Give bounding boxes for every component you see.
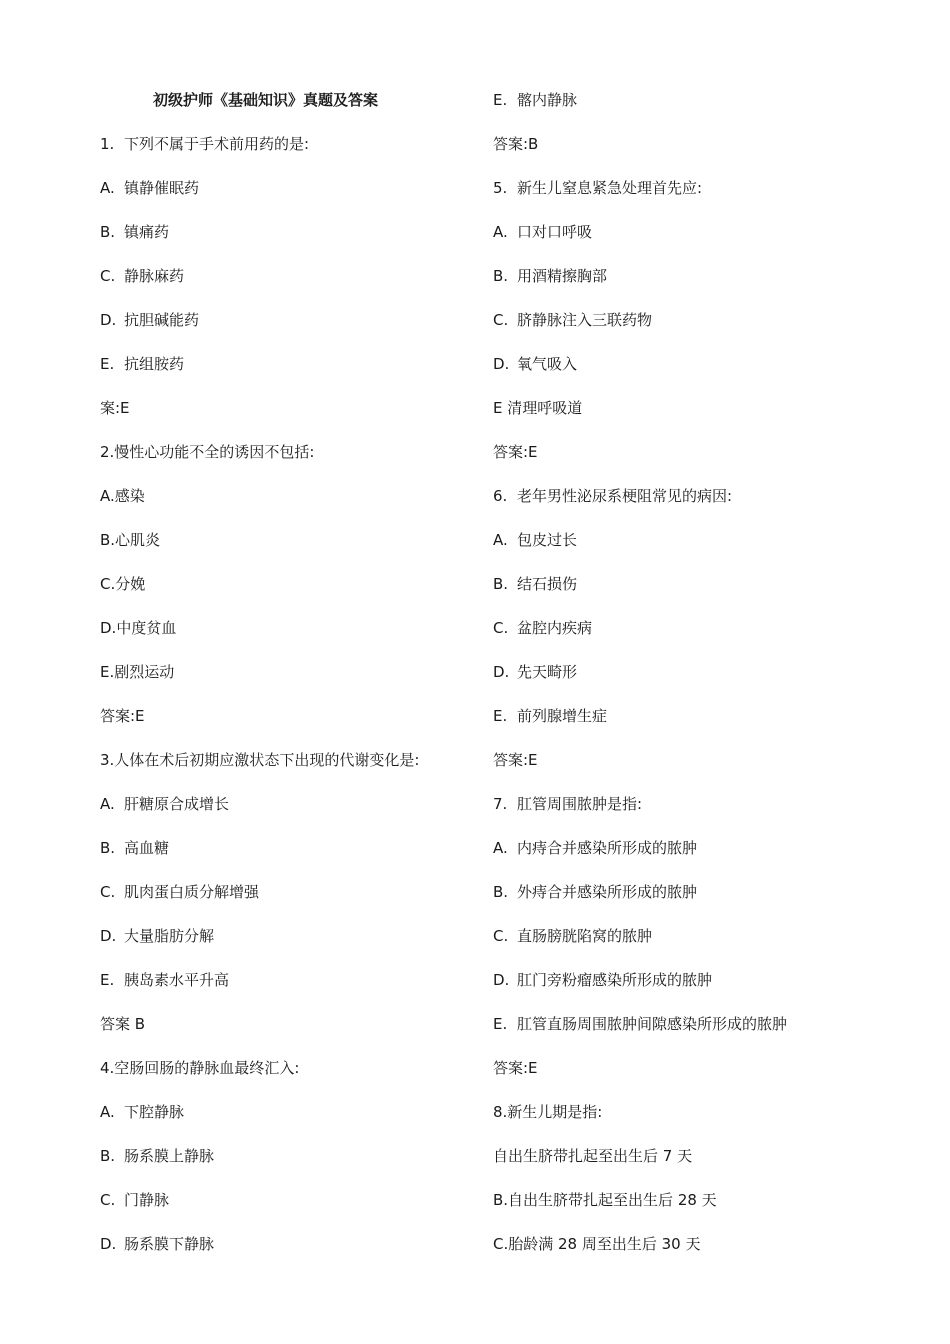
item-number: A.	[493, 223, 508, 241]
item-text: 包皮过长	[517, 531, 578, 549]
item-text: 案:E	[100, 399, 130, 417]
item-text: 外痔合并感染所形成的脓肿	[517, 883, 698, 901]
item-text: 镇痛药	[124, 223, 170, 241]
item-text: 结石损伤	[517, 575, 578, 593]
text-line	[100, 353, 480, 397]
item-number: B.	[493, 883, 509, 901]
text-line	[493, 925, 893, 969]
item-number: B.	[493, 575, 509, 593]
item-text: 4.空肠回肠的静脉血最终汇入:	[100, 1059, 300, 1077]
text-line	[493, 89, 893, 133]
item-number: C.	[100, 883, 116, 901]
item-text: B.自出生脐带扎起至出生后 28 天	[493, 1191, 717, 1209]
item-number: A.	[493, 531, 508, 549]
item-number: D.	[100, 311, 117, 329]
item-number: 5.	[493, 179, 508, 197]
item-number: B.	[100, 1147, 116, 1165]
item-text: 肝糖原合成增长	[124, 795, 230, 813]
item-text: 自出生脐带扎起至出生后 7 天	[493, 1147, 693, 1165]
item-number: E.	[493, 707, 508, 725]
text-line	[100, 617, 480, 661]
text-line	[100, 177, 480, 221]
text-line	[100, 661, 480, 705]
item-number: C.	[100, 1191, 116, 1209]
text-line	[100, 925, 480, 969]
text-line	[493, 617, 893, 661]
text-line	[493, 485, 893, 529]
item-text: 答案:E	[493, 1059, 538, 1077]
text-line	[493, 441, 893, 485]
text-line	[100, 1145, 480, 1189]
item-number: E.	[493, 1015, 508, 1033]
item-number: D.	[100, 927, 117, 945]
text-line	[100, 969, 480, 1013]
item-text: 2.慢性心功能不全的诱因不包括:	[100, 443, 315, 461]
left-column	[100, 89, 480, 1277]
item-number: B.	[100, 223, 116, 241]
item-number: D.	[493, 355, 510, 373]
text-line	[493, 1101, 893, 1145]
item-text: 盆腔内疾病	[517, 619, 593, 637]
item-text: 答案:E	[493, 751, 538, 769]
item-text: 答案:E	[100, 707, 145, 725]
item-text: 抗胆碱能药	[124, 311, 200, 329]
text-line	[100, 1013, 480, 1057]
item-text: 下列不属于手术前用药的是:	[124, 135, 310, 153]
document-title: 初级护师《基础知识》真题及答案	[153, 91, 379, 109]
text-line	[493, 837, 893, 881]
text-line	[493, 265, 893, 309]
item-text: 静脉麻药	[124, 267, 185, 285]
item-number: E.	[100, 355, 115, 373]
text-line	[100, 485, 480, 529]
text-line	[100, 265, 480, 309]
item-text: 答案:E	[493, 443, 538, 461]
text-line	[493, 573, 893, 617]
text-line	[493, 793, 893, 837]
item-text: 肠系膜上静脉	[124, 1147, 215, 1165]
text-line	[493, 1145, 893, 1189]
item-number: B.	[100, 839, 116, 857]
text-line	[100, 221, 480, 265]
item-text: 肠系膜下静脉	[124, 1235, 215, 1253]
item-number: 7.	[493, 795, 508, 813]
item-text: 脐静脉注入三联药物	[517, 311, 653, 329]
text-line	[493, 309, 893, 353]
item-text: 新生儿窒息紧急处理首先应:	[517, 179, 703, 197]
item-text: 老年男性泌尿系梗阻常见的病因:	[517, 487, 733, 505]
text-line	[100, 397, 480, 441]
item-text: 直肠膀胱陷窝的脓肿	[517, 927, 653, 945]
item-text: A.感染	[100, 487, 145, 505]
item-text: 氧气吸入	[517, 355, 578, 373]
text-line	[100, 309, 480, 353]
item-text: 口对口呼吸	[517, 223, 593, 241]
item-number: C.	[493, 927, 509, 945]
text-line	[493, 969, 893, 1013]
text-line	[493, 529, 893, 573]
item-number: A.	[100, 179, 115, 197]
text-line	[100, 573, 480, 617]
item-text: 答案 B	[100, 1015, 146, 1033]
item-number: A.	[100, 795, 115, 813]
item-text: 内痔合并感染所形成的脓肿	[517, 839, 698, 857]
text-line	[493, 749, 893, 793]
item-text: E 清理呼吸道	[493, 399, 583, 417]
text-line	[100, 881, 480, 925]
text-line	[100, 1101, 480, 1145]
item-number: E.	[493, 91, 508, 109]
text-line	[493, 1013, 893, 1057]
item-number: C.	[493, 619, 509, 637]
text-line	[100, 133, 480, 177]
item-text: 答案:B	[493, 135, 539, 153]
text-line	[100, 837, 480, 881]
text-line	[493, 1057, 893, 1101]
text-line	[493, 397, 893, 441]
item-text: 下腔静脉	[124, 1103, 185, 1121]
item-number: D.	[493, 971, 510, 989]
item-text: C.分娩	[100, 575, 146, 593]
item-text: 门静脉	[124, 1191, 170, 1209]
text-line	[100, 1233, 480, 1277]
right-column	[493, 89, 893, 1277]
item-number: A.	[100, 1103, 115, 1121]
item-text: 高血糖	[124, 839, 170, 857]
text-line	[100, 441, 480, 485]
item-text: 大量脂肪分解	[124, 927, 215, 945]
text-line	[493, 177, 893, 221]
text-line	[493, 705, 893, 749]
text-line	[493, 1189, 893, 1233]
item-number: D.	[100, 1235, 117, 1253]
text-line	[100, 1057, 480, 1101]
item-number: C.	[493, 311, 509, 329]
item-text: C.胎龄满 28 周至出生后 30 天	[493, 1235, 701, 1253]
item-number: 1.	[100, 135, 115, 153]
text-line	[100, 749, 480, 793]
item-text: 8.新生儿期是指:	[493, 1103, 603, 1121]
item-text: 镇静催眠药	[124, 179, 200, 197]
item-text: 肛管直肠周围脓肿间隙感染所形成的脓肿	[517, 1015, 788, 1033]
item-text: B.心肌炎	[100, 531, 161, 549]
item-text: 肛门旁粉瘤感染所形成的脓肿	[517, 971, 713, 989]
item-text: 抗组胺药	[124, 355, 185, 373]
item-number: D.	[493, 663, 510, 681]
item-text: 肌肉蛋白质分解增强	[124, 883, 260, 901]
text-line	[100, 529, 480, 573]
item-number: 6.	[493, 487, 508, 505]
item-text: 髂内静脉	[517, 91, 578, 109]
item-number: E.	[100, 971, 115, 989]
item-text: 前列腺增生症	[517, 707, 608, 725]
item-text: 先天畸形	[517, 663, 578, 681]
item-text: E.剧烈运动	[100, 663, 175, 681]
text-line	[493, 661, 893, 705]
text-line	[100, 705, 480, 749]
item-text: 肛管周围脓肿是指:	[517, 795, 643, 813]
item-number: A.	[493, 839, 508, 857]
text-line	[100, 1189, 480, 1233]
text-line	[493, 353, 893, 397]
item-number: B.	[493, 267, 509, 285]
text-line	[100, 793, 480, 837]
item-text: 胰岛素水平升高	[124, 971, 230, 989]
item-text: 用酒精擦胸部	[517, 267, 608, 285]
item-text: D.中度贫血	[100, 619, 177, 637]
item-text: 3.人体在术后初期应激状态下出现的代谢变化是:	[100, 751, 420, 769]
item-number: C.	[100, 267, 116, 285]
text-line	[493, 221, 893, 265]
text-line	[493, 1233, 893, 1277]
text-line	[493, 881, 893, 925]
text-line	[493, 133, 893, 177]
